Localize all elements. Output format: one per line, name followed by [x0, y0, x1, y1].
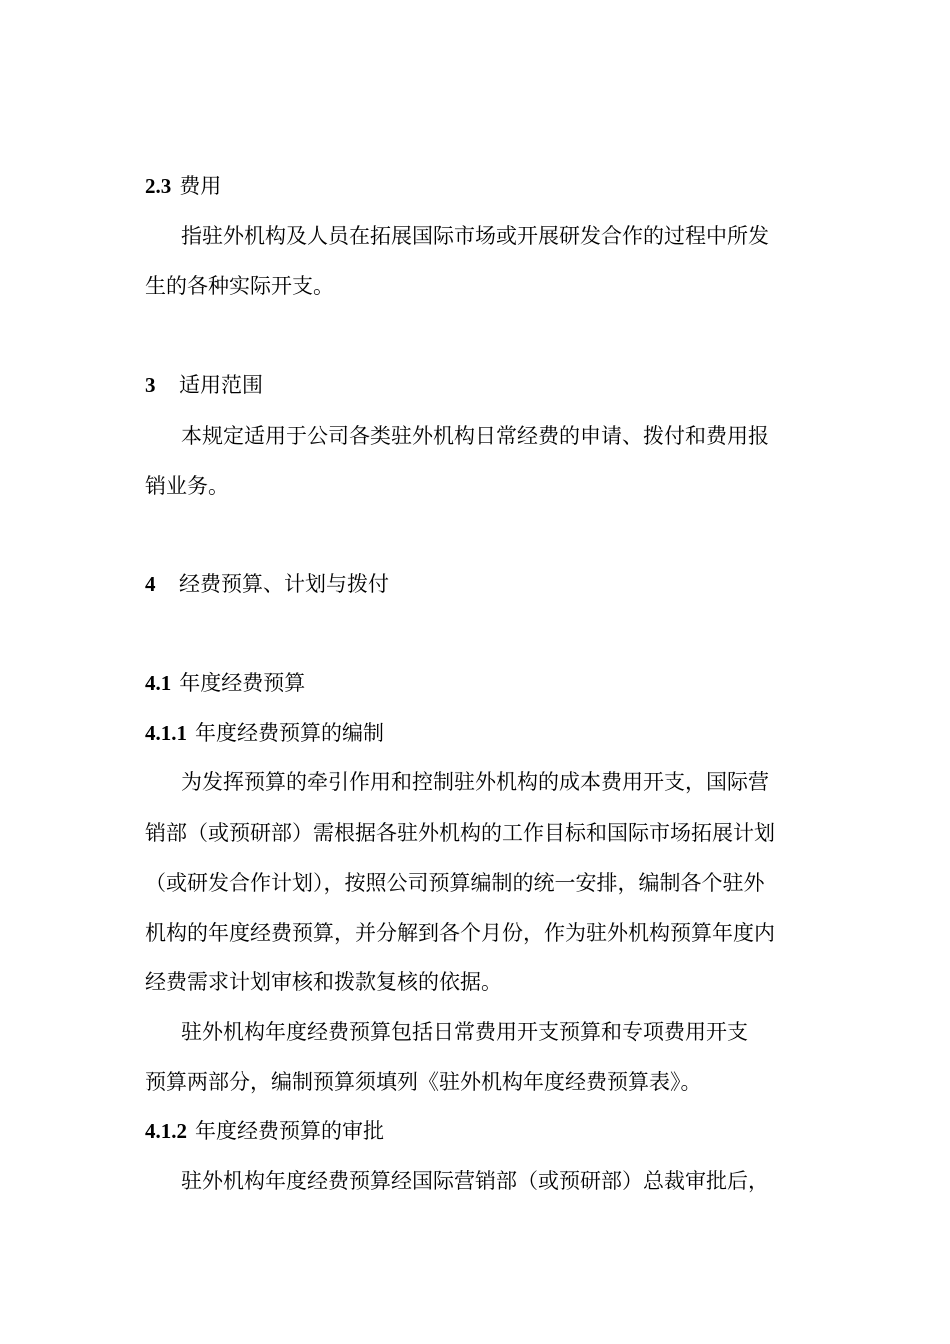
- section-title: 年度经费预算的审批: [195, 1119, 384, 1143]
- paragraph-line: 为发挥预算的牵引作用和控制驻外机构的成本费用开支，国际营: [181, 770, 769, 794]
- paragraph-line: 本规定适用于公司各类驻外机构日常经费的申请、拨付和费用报: [181, 424, 769, 448]
- section-number: 4: [145, 572, 156, 596]
- section-heading-4-1-2: [145, 1116, 815, 1146]
- section-number: 3: [145, 373, 156, 397]
- section-heading-4-1: [145, 668, 815, 698]
- section-title: 费用: [179, 174, 222, 198]
- paragraph-line: 指驻外机构及人员在拓展国际市场或开展研发合作的过程中所发: [181, 224, 769, 248]
- paragraph-line: 机构的年度经费预算，并分解到各个月份，作为驻外机构预算年度内: [145, 921, 775, 945]
- paragraph-line: 预算两部分，编制预算须填列《驻外机构年度经费预算表》。: [145, 1070, 702, 1094]
- paragraph-line: 驻外机构年度经费预算经国际营销部（或预研部）总裁审批后，: [181, 1169, 769, 1193]
- section-title: 经费预算、计划与拨付: [179, 572, 389, 596]
- section-number: 4.1.2: [145, 1119, 187, 1143]
- section-number: 4.1: [145, 671, 172, 695]
- section-title: 适用范围: [179, 373, 263, 397]
- section-number: 4.1.1: [145, 721, 187, 745]
- section-heading-2-3: [145, 171, 815, 201]
- section-heading-4: [145, 569, 815, 599]
- section-number: 2.3: [145, 174, 172, 198]
- section-title: 年度经费预算的编制: [195, 721, 384, 745]
- paragraph-line: 经费需求计划审核和拨款复核的依据。: [145, 970, 502, 994]
- section-heading-4-1-1: [145, 718, 815, 748]
- paragraph-line: 销业务。: [145, 474, 229, 498]
- section-title: 年度经费预算: [179, 671, 306, 695]
- section-heading-3: [145, 370, 815, 400]
- paragraph-line: 生的各种实际开支。: [145, 274, 334, 298]
- paragraph-line: （或研发合作计划），按照公司预算编制的统一安排，编制各个驻外: [145, 871, 765, 895]
- paragraph-line: 驻外机构年度经费预算包括日常费用开支预算和专项费用开支: [181, 1020, 748, 1044]
- paragraph-line: 销部（或预研部）需根据各驻外机构的工作目标和国际市场拓展计划: [145, 821, 775, 845]
